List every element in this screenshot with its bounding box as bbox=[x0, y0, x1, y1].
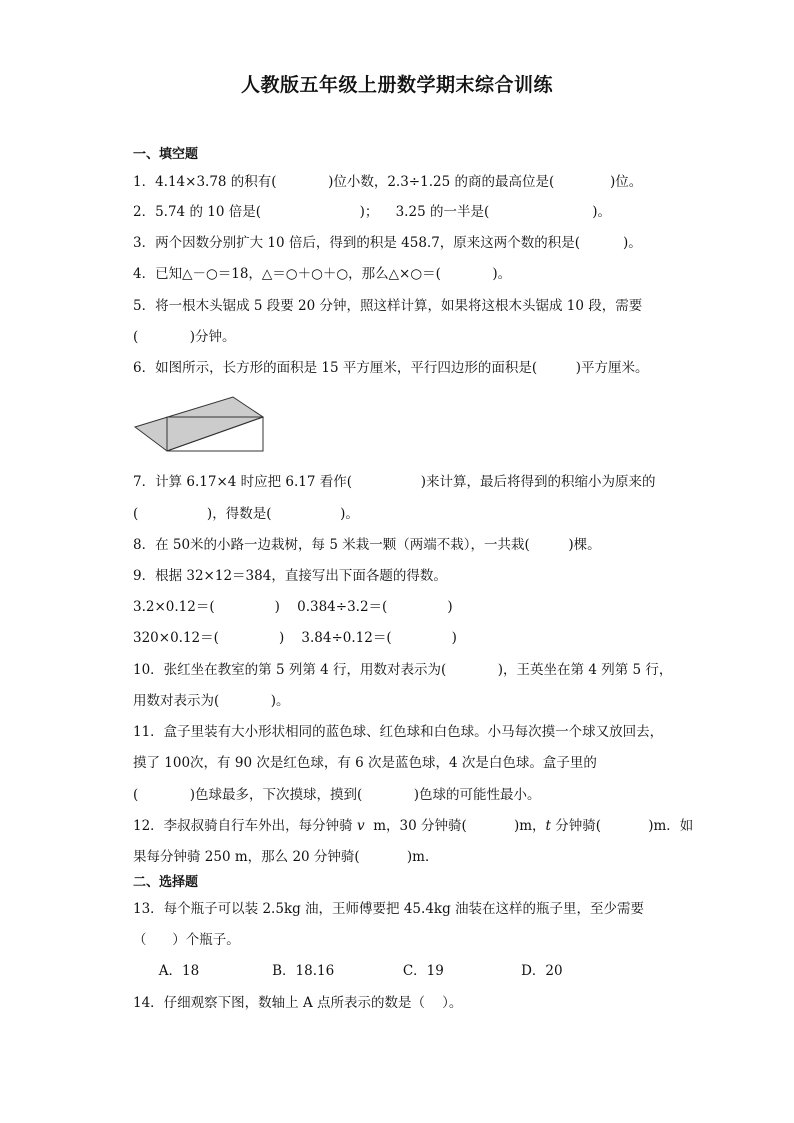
question-1: 1．4.14×3.78 的积有( )位小数，2.3÷1.25 的商的最高位是( )位。 bbox=[133, 174, 643, 190]
question-13-line-1: 13．每个瓶子可以装 2.5kg 油，王师傅要把 45.4kg 油装在这样的瓶子里，至少需要 bbox=[133, 901, 645, 917]
question-9-row-1: 3.2×0.12＝( ) 0.384÷3.2＝( ) bbox=[133, 599, 453, 615]
variable-t: t bbox=[545, 818, 551, 834]
question-6: 6．如图所示，长方形的面积是 15 平方厘米，平行四边形的面积是( )平方厘米。 bbox=[133, 360, 649, 376]
question-11-line-1: 11．盒子里装有大小形状相同的蓝色球、红色球和白色球。小马每次摸一个球又放回去， bbox=[133, 724, 664, 740]
question-9-row-2: 320×0.12＝( ) 3.84÷0.12＝( ) bbox=[133, 630, 457, 646]
question-2: 2．5.74 的 10 倍是( )； 3.25 的一半是( )。 bbox=[133, 204, 611, 220]
question-12-line-1 bbox=[133, 817, 693, 835]
question-5-line-1: 5．将一根木头锯成 5 段要 20 分钟，照这样计算，如果将这根木头锯成 10 段，需要 bbox=[133, 298, 643, 314]
variable-v: v bbox=[356, 818, 365, 834]
question-14: 14．仔细观察下图，数轴上 A 点所表示的数是（ ）。 bbox=[133, 995, 463, 1011]
page-title: 人教版五年级上册数学期末综合训练 bbox=[240, 74, 553, 96]
question-5-line-2: ( )分钟。 bbox=[133, 329, 236, 345]
question-9: 9．根据 32×12＝384，直接写出下面各题的得数。 bbox=[133, 568, 447, 584]
question-11-line-2: 摸了 100次，有 90 次是红色球，有 6 次是蓝色球，4 次是白色球。盒子里的 bbox=[133, 755, 597, 771]
section-heading-choice: 二、选择题 bbox=[133, 875, 199, 890]
question-12-line-2: 果每分钟骑 250 m，那么 20 分钟骑( )m． bbox=[133, 849, 439, 865]
question-3: 3．两个因数分别扩大 10 倍后，得到的积是 458.7，原来这两个数的积是( )。 bbox=[133, 235, 642, 251]
question-12-text-b: m，30 分钟骑( )m， bbox=[364, 818, 546, 834]
question-7-line-1: 7．计算 6.17×4 时应把 6.17 看作( )来计算，最后将得到的积缩小为原来的 bbox=[133, 474, 656, 490]
question-8: 8．在 50米的小路一边栽树，每 5 米栽一颗（两端不栽），一共栽( )棵。 bbox=[133, 537, 601, 553]
question-4: 4．已知△－○＝18，△＝○＋○＋○，那么△×○＝( )。 bbox=[133, 266, 512, 282]
question-13-options: A．18 B．18.16 C．19 D．20 bbox=[133, 963, 563, 979]
question-12-text-c: 分钟骑( )m．如 bbox=[550, 818, 694, 834]
question-11-line-3: ( )色球最多，下次摸球，摸到( )色球的可能性最小。 bbox=[133, 787, 541, 803]
question-7-line-2: ( )，得数是( )。 bbox=[133, 506, 359, 522]
question-10-line-2: 用数对表示为( )。 bbox=[133, 693, 290, 709]
section-heading-fill: 一、填空题 bbox=[133, 147, 199, 162]
question-12-text-a: 12．李叔叔骑自行车外出，每分钟骑 bbox=[133, 818, 357, 834]
rectangle-parallelogram-figure bbox=[133, 393, 268, 455]
question-13-line-2: （ ）个瓶子。 bbox=[133, 932, 240, 948]
question-10-line-1: 10．张红坐在教室的第 5 列第 4 行，用数对表示为( )，王英坐在第 4 列第 5 行， bbox=[133, 662, 673, 678]
